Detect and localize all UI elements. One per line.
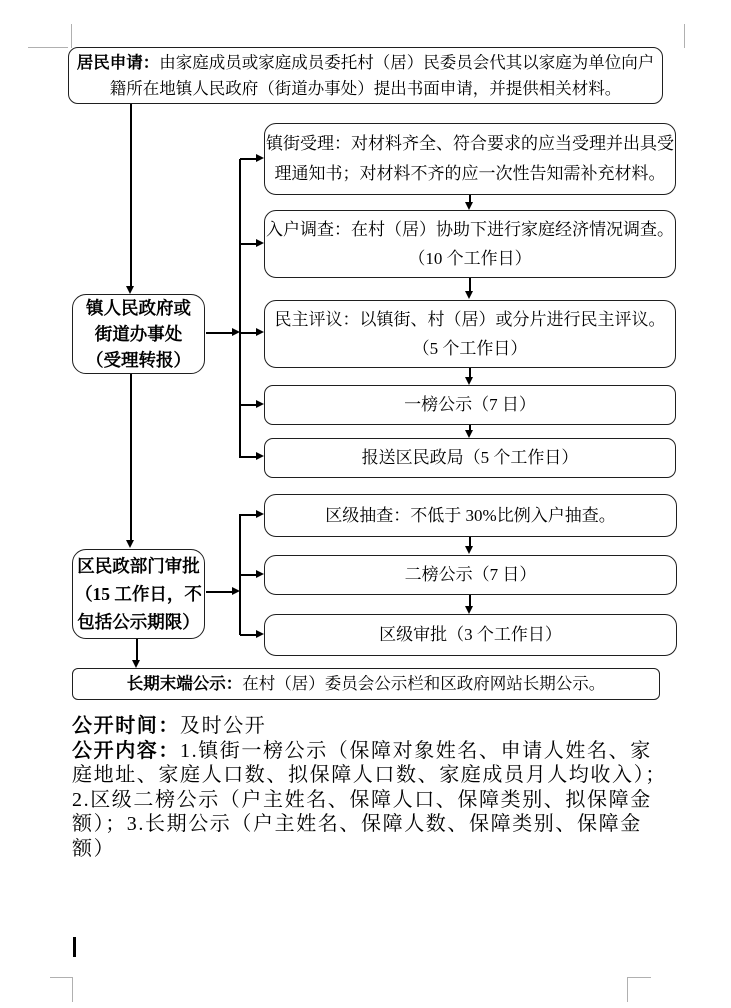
arrowhead-down-icon bbox=[465, 546, 473, 554]
submit-box[interactable] bbox=[264, 438, 676, 478]
final-publicity-box[interactable] bbox=[72, 668, 660, 700]
publicity-time-value: 及时公开 bbox=[180, 715, 267, 737]
spot-check-box-text: 区级抽查：不低于 30%比例入户抽查。 bbox=[325, 505, 616, 525]
district-review-box[interactable] bbox=[264, 614, 677, 656]
branch-to-accept bbox=[240, 158, 256, 160]
arrowhead-right-icon bbox=[256, 630, 264, 638]
branch-to-survey bbox=[240, 243, 256, 245]
district-review-box-text: 区级审批（3 个工作日） bbox=[379, 625, 562, 644]
first-publicity-box-text: 一榜公示（7 日） bbox=[404, 395, 536, 414]
accept-box[interactable] bbox=[264, 123, 676, 195]
crop-mark-top-right-vertical bbox=[684, 24, 685, 48]
connector-towngov-to-spine bbox=[206, 332, 232, 334]
second-publicity-box[interactable] bbox=[264, 555, 677, 595]
district-approval-line-2: （15 工作日，不 bbox=[75, 584, 202, 604]
review-box[interactable] bbox=[264, 300, 676, 368]
crop-mark-bottom-right-horizontal bbox=[627, 977, 651, 978]
final-publicity-title: 长期末端公示： bbox=[126, 674, 243, 693]
arrowhead-down-icon bbox=[465, 202, 473, 210]
upper-branch-spine bbox=[239, 159, 241, 458]
town-gov-box[interactable] bbox=[72, 294, 205, 374]
final-publicity-body: 在村（居）委员会公示栏和区政府网站长期公示。 bbox=[242, 674, 606, 693]
district-approval-box[interactable] bbox=[72, 549, 205, 639]
arrowhead-down-icon bbox=[126, 540, 134, 548]
town-gov-line-2: 街道办事处 bbox=[94, 324, 183, 344]
final-publicity-box-text bbox=[127, 670, 606, 698]
crop-mark-bottom-left-horizontal bbox=[50, 977, 73, 978]
publicity-content-label: 公开内容： bbox=[72, 739, 180, 762]
apply-box-text bbox=[69, 50, 662, 102]
arrowhead-right-icon bbox=[256, 570, 264, 578]
branch-to-submit bbox=[240, 456, 256, 458]
arrowhead-down-icon bbox=[465, 606, 473, 614]
crop-mark-top-left-vertical bbox=[71, 24, 72, 48]
review-box-line-2: （5 个工作日） bbox=[412, 339, 528, 358]
publicity-content-paragraph bbox=[72, 739, 668, 862]
district-approval-line-1: 区民政部门审批 bbox=[77, 556, 200, 576]
publicity-time-paragraph bbox=[72, 714, 668, 739]
publicity-content-value: 1.镇街一榜公示（保障对象姓名、申请人姓名、家庭地址、家庭人口数、拟保障人口数、家庭成员月人均收入）；2.区级二榜公示（户主姓名、保障人口、保障类别、拟保障金额）；3.长期公示（户主姓名、保障人数、保障类别、保障金额） bbox=[72, 739, 667, 860]
connector-survey-to-review bbox=[469, 278, 471, 292]
town-gov-line-3: （受理转报） bbox=[86, 350, 191, 370]
arrowhead-right-icon bbox=[256, 452, 264, 460]
branch-to-second-publicity bbox=[240, 574, 256, 576]
arrowhead-right-icon bbox=[256, 154, 264, 162]
branch-to-review bbox=[240, 332, 256, 334]
arrowhead-right-icon bbox=[256, 400, 264, 408]
connector-district-to-spine bbox=[206, 591, 232, 593]
crop-mark-bottom-left-vertical bbox=[72, 977, 73, 1002]
review-box-line-1: 民主评议：以镇街、村（居）或分片进行民主评议。 bbox=[274, 310, 666, 329]
accept-box-text: 镇街受理：对材料齐全、符合要求的应当受理并出具受理通知书；对材料不齐的应一次性告知需补充材料。 bbox=[266, 134, 674, 183]
first-publicity-box[interactable] bbox=[264, 385, 676, 425]
apply-box-body: 由家庭成员或家庭成员委托村（居）民委员会代其以家庭为单位向户籍所在地镇人民政府（街道办事处）提出书面申请，并提供相关材料。 bbox=[109, 52, 655, 98]
text-cursor[interactable] bbox=[73, 937, 76, 957]
second-publicity-box-text: 二榜公示（7 日） bbox=[404, 565, 537, 584]
branch-to-district-review bbox=[240, 634, 256, 636]
publicity-notes bbox=[72, 714, 668, 862]
crop-mark-top-left-horizontal bbox=[28, 47, 68, 48]
branch-to-first-publicity bbox=[240, 404, 256, 406]
apply-box-title: 居民申请： bbox=[76, 52, 160, 72]
spot-check-box[interactable] bbox=[264, 494, 677, 537]
branch-to-spot-check bbox=[240, 514, 256, 516]
connector-towngov-to-district bbox=[130, 374, 132, 541]
survey-box[interactable] bbox=[264, 210, 676, 278]
town-gov-line-1: 镇人民政府或 bbox=[86, 298, 191, 318]
arrowhead-right-icon bbox=[256, 239, 264, 247]
arrowhead-down-icon bbox=[126, 286, 134, 294]
arrowhead-right-icon bbox=[256, 328, 264, 336]
apply-box[interactable] bbox=[68, 47, 663, 104]
survey-box-line-1: 入户调查：在村（居）协助下进行家庭经济情况调查。 bbox=[266, 220, 674, 239]
connector-apply-to-towngov bbox=[130, 104, 132, 287]
arrowhead-right-icon bbox=[256, 510, 264, 518]
survey-box-line-2: （10 个工作日） bbox=[408, 249, 532, 268]
connector-district-to-final bbox=[136, 639, 138, 661]
submit-box-text: 报送区民政局（5 个工作日） bbox=[361, 448, 579, 467]
arrowhead-down-icon bbox=[465, 430, 473, 438]
publicity-time-label: 公开时间： bbox=[72, 715, 180, 737]
arrowhead-down-icon bbox=[465, 377, 473, 385]
arrowhead-down-icon bbox=[465, 291, 473, 299]
arrowhead-down-icon bbox=[132, 660, 140, 668]
district-approval-line-3: 包括公示期限） bbox=[77, 612, 200, 632]
crop-mark-bottom-right-vertical bbox=[627, 977, 628, 1002]
